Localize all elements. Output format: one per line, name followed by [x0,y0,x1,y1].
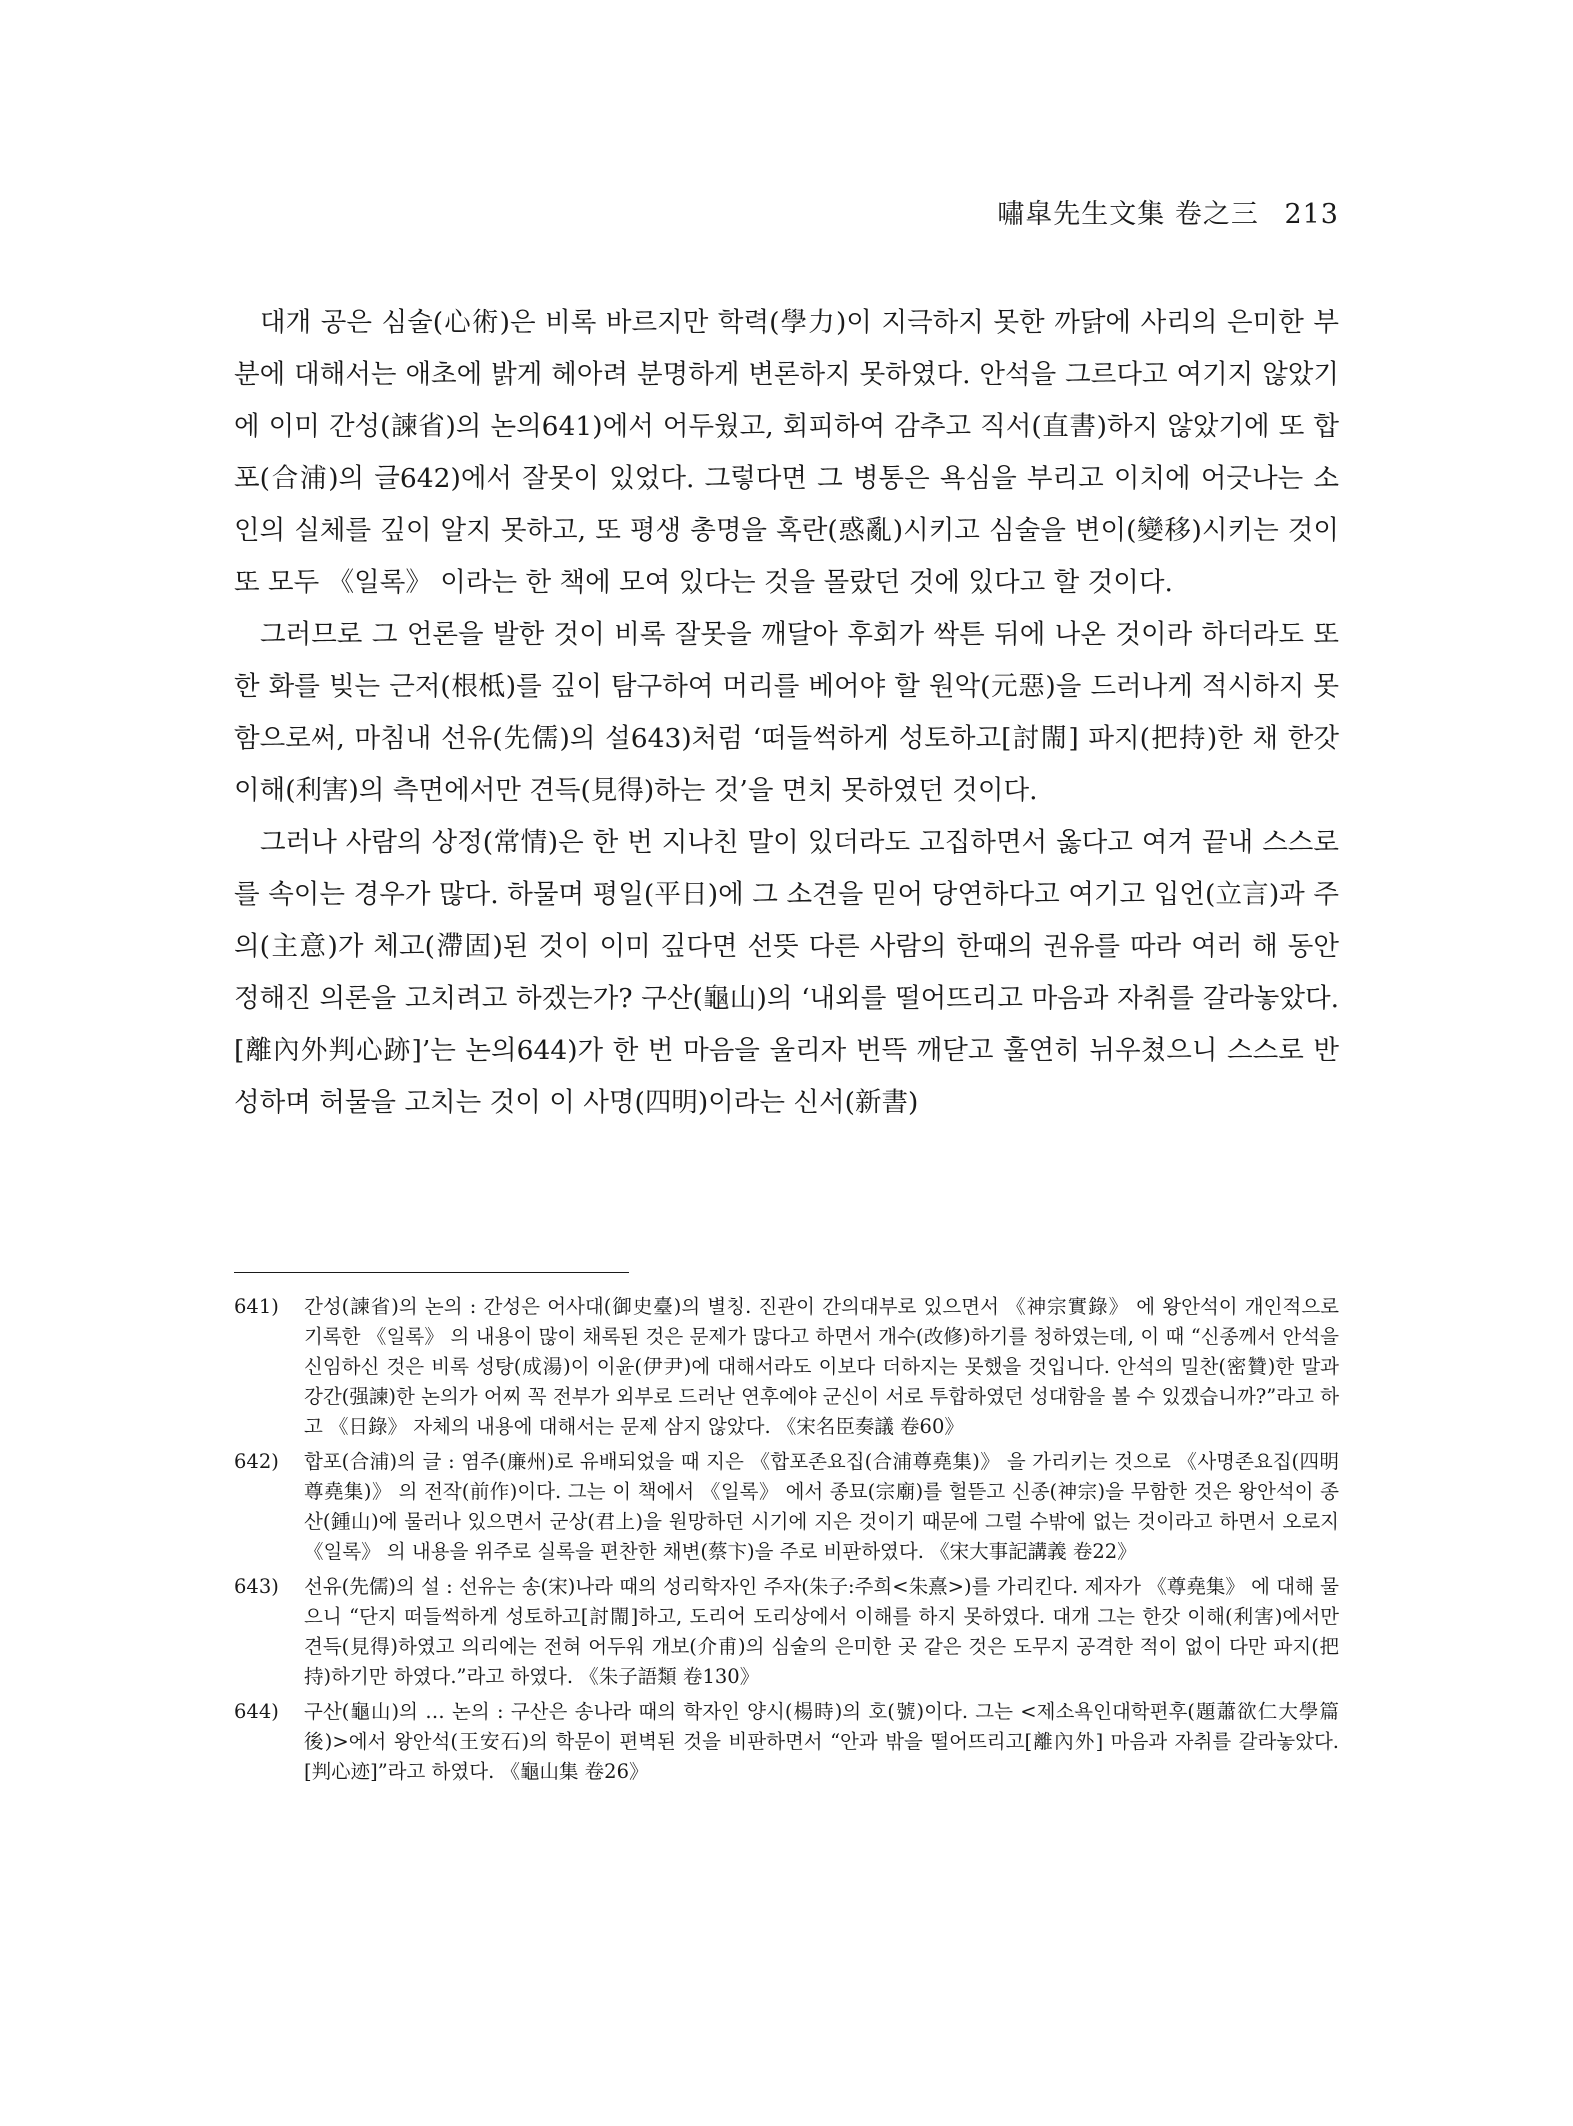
footnote [234,1447,1339,1567]
footnote-number: 643) [234,1575,279,1598]
footnote-text: 구산(龜山)의 … 논의 : 구산은 송나라 때의 학자인 양시(楊時)의 호(號)이다. 그는 <제소욕인대학편후(題蕭欲仁大學篇後)>에서 왕안석(王安石)의 학문이 편벽된 것을 비판하면서 “안과 밖을 떨어뜨리고[離內外] 마음과 자취를 갈라놓았다.[判心迹]”라고 하였다. 《龜山集 卷26》 [304,1700,1339,1783]
footnote-number: 644) [234,1700,279,1723]
paragraph: 대개 공은 심술(心術)은 비록 바르지만 학력(學力)이 지극하지 못한 까닭에 사리의 은미한 부분에 대해서는 애초에 밝게 헤아려 분명하게 변론하지 못하였다. 안석을 그르다고 여기지 않았기에 이미 간성(諫省)의 논의641)에서 어두웠고, 회피하여 감추고 직서(直書)하지 않았기에 또 합포(合浦)의 글642)에서 잘못이 있었다. 그렇다면 그 병통은 욕심을 부리고 이치에 어긋나는 소인의 실체를 깊이 알지 못하고, 또 평생 총명을 혹란(惑亂)시키고 심술을 변이(變移)시키는 것이 또 모두 《일록》 이라는 한 책에 모여 있다는 것을 몰랐던 것에 있다고 할 것이다. [234,307,1339,598]
running-header [997,192,1339,231]
page-number: 213 [1284,199,1339,230]
footnote [234,1697,1339,1787]
header-title: 嘯皐先生文集 卷之三 [997,199,1259,230]
footnote [234,1292,1339,1442]
footnote-separator [234,1272,629,1273]
footnote-number: 641) [234,1295,279,1318]
footnote-text: 합포(合浦)의 글 : 염주(廉州)로 유배되었을 때 지은 《합포존요집(合浦尊堯集)》 을 가리키는 것으로 《사명존요집(四明尊堯集)》 의 전작(前作)이다. 그는 이 책에서 《일록》 에서 종묘(宗廟)를 헐뜯고 신종(神宗)을 무함한 것은 왕안석이 종산(鍾山)에 물러나 있으면서 군상(君上)을 원망하던 시기에 지은 것이기 때문에 그럴 수밖에 없는 것이라고 하면서 오로지 《일록》 의 내용을 위주로 실록을 편찬한 채변(蔡卞)을 주로 비판하였다. 《宋大事記講義 卷22》 [304,1450,1339,1563]
footnote-number: 642) [234,1450,279,1473]
main-text [234,297,1339,1129]
footnote [234,1572,1339,1692]
paragraph: 그러나 사람의 상정(常情)은 한 번 지나친 말이 있더라도 고집하면서 옳다고 여겨 끝내 스스로를 속이는 경우가 많다. 하물며 평일(平日)에 그 소견을 믿어 당연하다고 여기고 입언(立言)과 주의(主意)가 체고(滯固)된 것이 이미 깊다면 선뜻 다른 사람의 한때의 권유를 따라 여러 해 동안 정해진 의론을 고치려고 하겠는가? 구산(龜山)의 ‘내외를 떨어뜨리고 마음과 자취를 갈라놓았다.[離內外判心跡]’는 논의644)가 한 번 마음을 울리자 번뜩 깨닫고 훌연히 뉘우쳤으니 스스로 반성하며 허물을 고치는 것이 이 사명(四明)이라는 신서(新書) [234,827,1339,1118]
paragraph: 그러므로 그 언론을 발한 것이 비록 잘못을 깨달아 후회가 싹튼 뒤에 나온 것이라 하더라도 또한 화를 빚는 근저(根柢)를 깊이 탐구하여 머리를 베어야 할 원악(元惡)을 드러나게 적시하지 못함으로써, 마침내 선유(先儒)의 설643)처럼 ‘떠들썩하게 성토하고[討閙] 파지(把持)한 채 한갓 이해(利害)의 측면에서만 견득(見得)하는 것’을 면치 못하였던 것이다. [234,619,1339,806]
footnote-text: 간성(諫省)의 논의 : 간성은 어사대(御史臺)의 별칭. 진관이 간의대부로 있으면서 《神宗實錄》 에 왕안석이 개인적으로 기록한 《일록》 의 내용이 많이 채록된 것은 문제가 많다고 하면서 개수(改修)하기를 청하였는데, 이 때 “신종께서 안석을 신임하신 것은 비록 성탕(成湯)이 이윤(伊尹)에 대해서라도 이보다 더하지는 못했을 것입니다. 안석의 밀찬(密贊)한 말과 강간(强諫)한 논의가 어찌 꼭 전부가 외부로 드러난 연후에야 군신이 서로 투합하였던 성대함을 볼 수 있겠습니까?”라고 하고 《日錄》 자체의 내용에 대해서는 문제 삼지 않았다. 《宋名臣奏議 卷60》 [304,1295,1339,1438]
footnotes [234,1292,1339,1792]
footnote-text: 선유(先儒)의 설 : 선유는 송(宋)나라 때의 성리학자인 주자(朱子:주희<朱熹>)를 가리킨다. 제자가 《尊堯集》 에 대해 물으니 “단지 떠들썩하게 성토하고[討閙]하고, 도리어 도리상에서 이해를 하지 못하였다. 대개 그는 한갓 이해(利害)에서만 견득(見得)하였고 의리에는 전혀 어두워 개보(介甫)의 심술의 은미한 곳 같은 것은 도무지 공격한 적이 없이 다만 파지(把持)하기만 하였다.”라고 하였다. 《朱子語類 卷130》 [304,1575,1339,1688]
